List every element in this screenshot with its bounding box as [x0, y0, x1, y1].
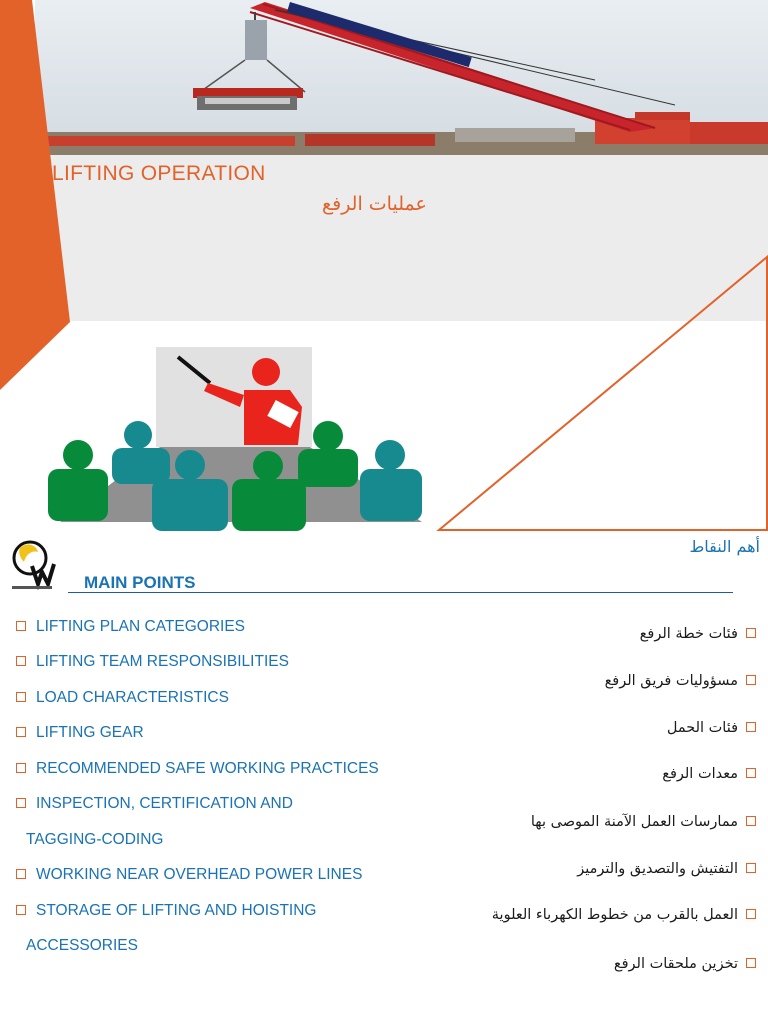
checkbox-bullet-icon: [746, 816, 756, 826]
checkbox-bullet-icon: [746, 675, 756, 685]
checkbox-bullet-icon: [746, 958, 756, 968]
checkbox-bullet-icon: [746, 768, 756, 778]
checkbox-bullet-icon: [16, 656, 26, 666]
presenter-meeting-icon: [40, 345, 425, 535]
checkbox-bullet-icon: [746, 863, 756, 873]
checkbox-bullet-icon: [16, 905, 26, 915]
list-item-en: INSPECTION, CERTIFICATION AND: [16, 795, 293, 813]
list-item-en: STORAGE OF LIFTING AND HOISTING: [16, 902, 316, 920]
heading-underline: [68, 592, 733, 593]
list-item-ar: فئات الحمل: [667, 720, 756, 736]
list-item-en: LOAD CHARACTERISTICS: [16, 689, 229, 707]
decorative-triangle: [435, 255, 768, 535]
checkbox-bullet-icon: [16, 763, 26, 773]
company-logo-icon: [8, 536, 60, 594]
list-item-en-continuation: ACCESSORIES: [26, 937, 138, 954]
list-item-en-continuation: TAGGING-CODING: [26, 831, 164, 848]
list-item-en: WORKING NEAR OVERHEAD POWER LINES: [16, 866, 362, 884]
list-item-ar: مسؤوليات فريق الرفع: [605, 673, 756, 689]
checkbox-bullet-icon: [16, 621, 26, 631]
checkbox-bullet-icon: [746, 722, 756, 732]
orange-accent-shape: [0, 0, 75, 395]
crane-photo: [35, 0, 768, 155]
list-item-ar: تخزين ملحقات الرفع: [614, 956, 756, 972]
main-points-heading-arabic: أهم النقاط: [689, 537, 760, 556]
main-points-heading-english: MAIN POINTS: [84, 573, 196, 592]
checkbox-bullet-icon: [16, 727, 26, 737]
list-item-en: RECOMMENDED SAFE WORKING PRACTICES: [16, 760, 379, 778]
title-arabic: عمليات الرفع: [322, 193, 427, 215]
checkbox-bullet-icon: [746, 909, 756, 919]
list-item-en: LIFTING TEAM RESPONSIBILITIES: [16, 653, 289, 671]
list-item-ar: العمل بالقرب من خطوط الكهرباء العلوية: [492, 907, 756, 923]
checkbox-bullet-icon: [16, 869, 26, 879]
list-item-ar: التفتيش والتصديق والترميز: [577, 861, 756, 877]
list-item-ar: ممارسات العمل الآمنة الموصى بها: [531, 814, 756, 830]
title-english: LIFTING OPERATION: [52, 162, 266, 185]
checkbox-bullet-icon: [16, 798, 26, 808]
checkbox-bullet-icon: [16, 692, 26, 702]
list-item-en: LIFTING PLAN CATEGORIES: [16, 618, 245, 636]
list-item-en: LIFTING GEAR: [16, 724, 144, 742]
list-item-ar: معدات الرفع: [662, 766, 756, 782]
list-item-ar: فئات خطة الرفع: [640, 626, 756, 642]
checkbox-bullet-icon: [746, 628, 756, 638]
